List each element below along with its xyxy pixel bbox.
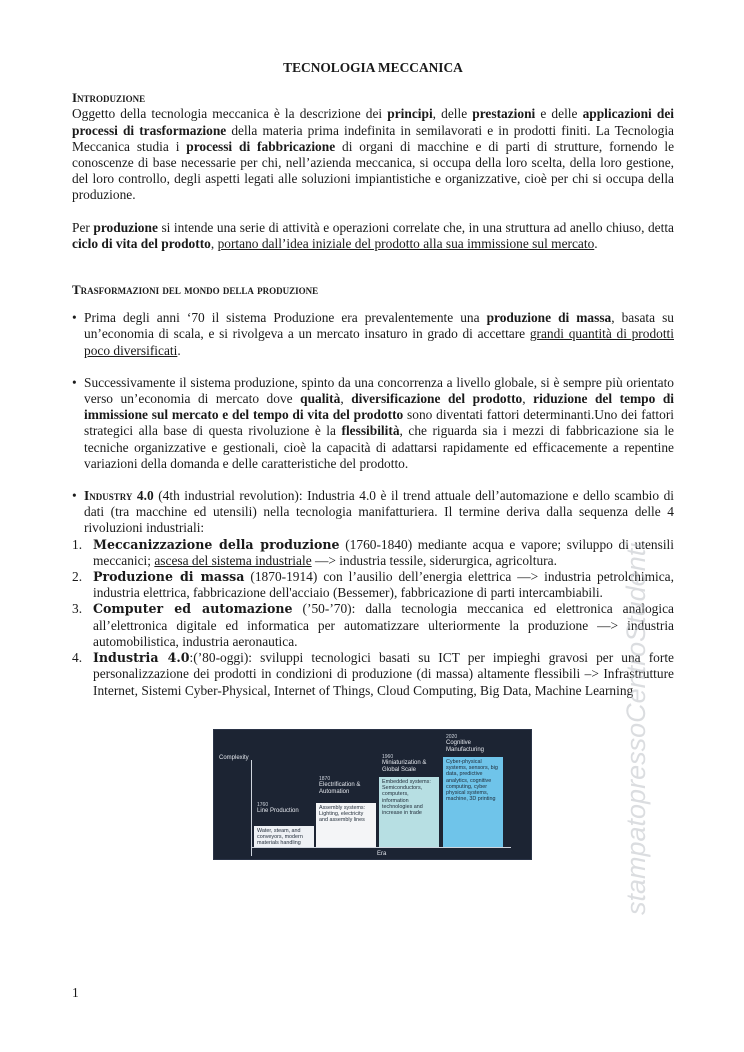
figure-y-axis xyxy=(251,760,252,856)
document-page xyxy=(72,60,674,699)
figure-column-2020: 2020 Cognitive Manufacturing Cyber-physical systems, sensors, big data, predictive analytics, cognitive computing, cyber physical systems, machine, 3D printing xyxy=(443,732,503,847)
industrial-revolutions-figure xyxy=(213,729,532,860)
bullet-market-economy: • Successivamente il sistema produzione, spinto da una concorrenza a livello globale, si è sempre più orientato verso un’economia di mercato dove qualità, diversificazione del prodotto, riduzione del tempo di immissione sul mercato e del tempo di vita del prodotto sono diventati fattori determinanti.Uno dei fattori strategici alla base di questa rivoluzione è la flessibilità, che riguarda sia i mezzi di fabbricazione sia le tecniche organizzative e gestionali, cioè la capacità di adattarsi rapidamente ed efficacemente a repentine variazioni della domanda e delle caratteristiche del prodotto. xyxy=(72,375,674,472)
revolutions-list xyxy=(72,537,674,699)
page-number: 1 xyxy=(72,985,79,1000)
figure-x-label: Era xyxy=(377,851,387,857)
intro-heading: Introduzione xyxy=(72,90,146,106)
transform-bullet-list xyxy=(72,310,674,536)
figure-y-label: Complexity xyxy=(219,755,249,761)
figure-column-1760: 1760 Line Production Water, steam, and conveyors, modern materials handling xyxy=(254,800,314,847)
document-title: TECNOLOGIA MECCANICA xyxy=(283,60,463,75)
revolution-item: 3. Computer ed automazione (’50-’70): dalla tecnologia meccanica ed elettronica analogica all’elettronica digitale ed informatica per automatizzare ulteriormente la produzione —> industria automobilistica, industria aeronautica. xyxy=(72,601,674,649)
watermark-text: stampatopressoCentroStudenti xyxy=(621,542,651,915)
figure-x-axis xyxy=(251,847,511,848)
bullet-industry-4-0: • Industry 4.0 (4th industrial revolution): Industria 4.0 è il trend attuale dell’automazione e dello scambio di dati (tra macchine ed utensili) nella tecnologia manifatturiera. Il termine deriva dalla sequenza delle 4 rivoluzioni industriali: xyxy=(72,488,674,537)
figure-column-1870: 1870 Electrification & Automation Assembly systems: Lighting, electricity and assembly lines xyxy=(316,774,376,847)
figure-column-1960: 1960 Miniaturization & Global Scale Embedded systems: Semiconductors, computers, information technologies and increase in trade xyxy=(379,752,439,847)
revolution-item: 2. Produzione di massa (1870-1914) con l’ausilio dell’energia elettrica —> industria petrolchimica, industria elettrica, fabbricazione dell'acciaio (Bessemer), fabbricazione di parti intercambiabili. xyxy=(72,569,674,601)
intro-paragraph-2: Per produzione si intende una serie di attività e operazioni correlate che, in una struttura ad anello chiuso, detta ciclo di vita del prodotto, portano dall’idea iniziale del prodotto alla sua immissione sul mercato. xyxy=(72,219,674,251)
revolution-item: 4. Industria 4.0:(’80-oggi): sviluppi tecnologici basati su ICT per impieghi gravosi per una forte personalizzazione dei prodotti in condizioni di produzione (di massa) altamente flessibili –> Infrastrutture Internet, Sistemi Cyber-Physical, Internet of Things, Cloud Computing, Big Data, Machine Learning xyxy=(72,650,675,698)
bullet-mass-production: • Prima degli anni ‘70 il sistema Produzione era prevalentemente una produzione di massa, basata su un’economia di scala, e si rivolgeva a un mercato insaturo in grado di accettare grandi quantità di prodotti poco diversificati. xyxy=(72,310,674,359)
revolution-item: 1. Meccanizzazione della produzione (1760-1840) mediante acqua e vapore; sviluppo di utensili meccanici; ascesa del sistema industriale —> industria tessile, siderurgica, agricoltura. xyxy=(72,536,675,568)
intro-paragraph-1: Oggetto della tecnologia meccanica è la descrizione dei principi, delle prestazioni e delle applicazioni dei processi di trasformazione della materia prima indefinita in semilavorati e in prodotti finiti. La Tecnologia Meccanica studia i processi di fabbricazione di organi di macchine e di parti di strutture, fornendo le conoscenze di base necessarie per chi, nell’azienda meccanica, si occupa della loro scelta, della loro gestione, del loro controllo, degli aspetti legati alle soluzioni impiantistiche e organizzative, cioè per chi si occupa della produzione. xyxy=(72,106,675,203)
transform-heading: Trasformazioni del mondo della produzione xyxy=(72,282,319,298)
